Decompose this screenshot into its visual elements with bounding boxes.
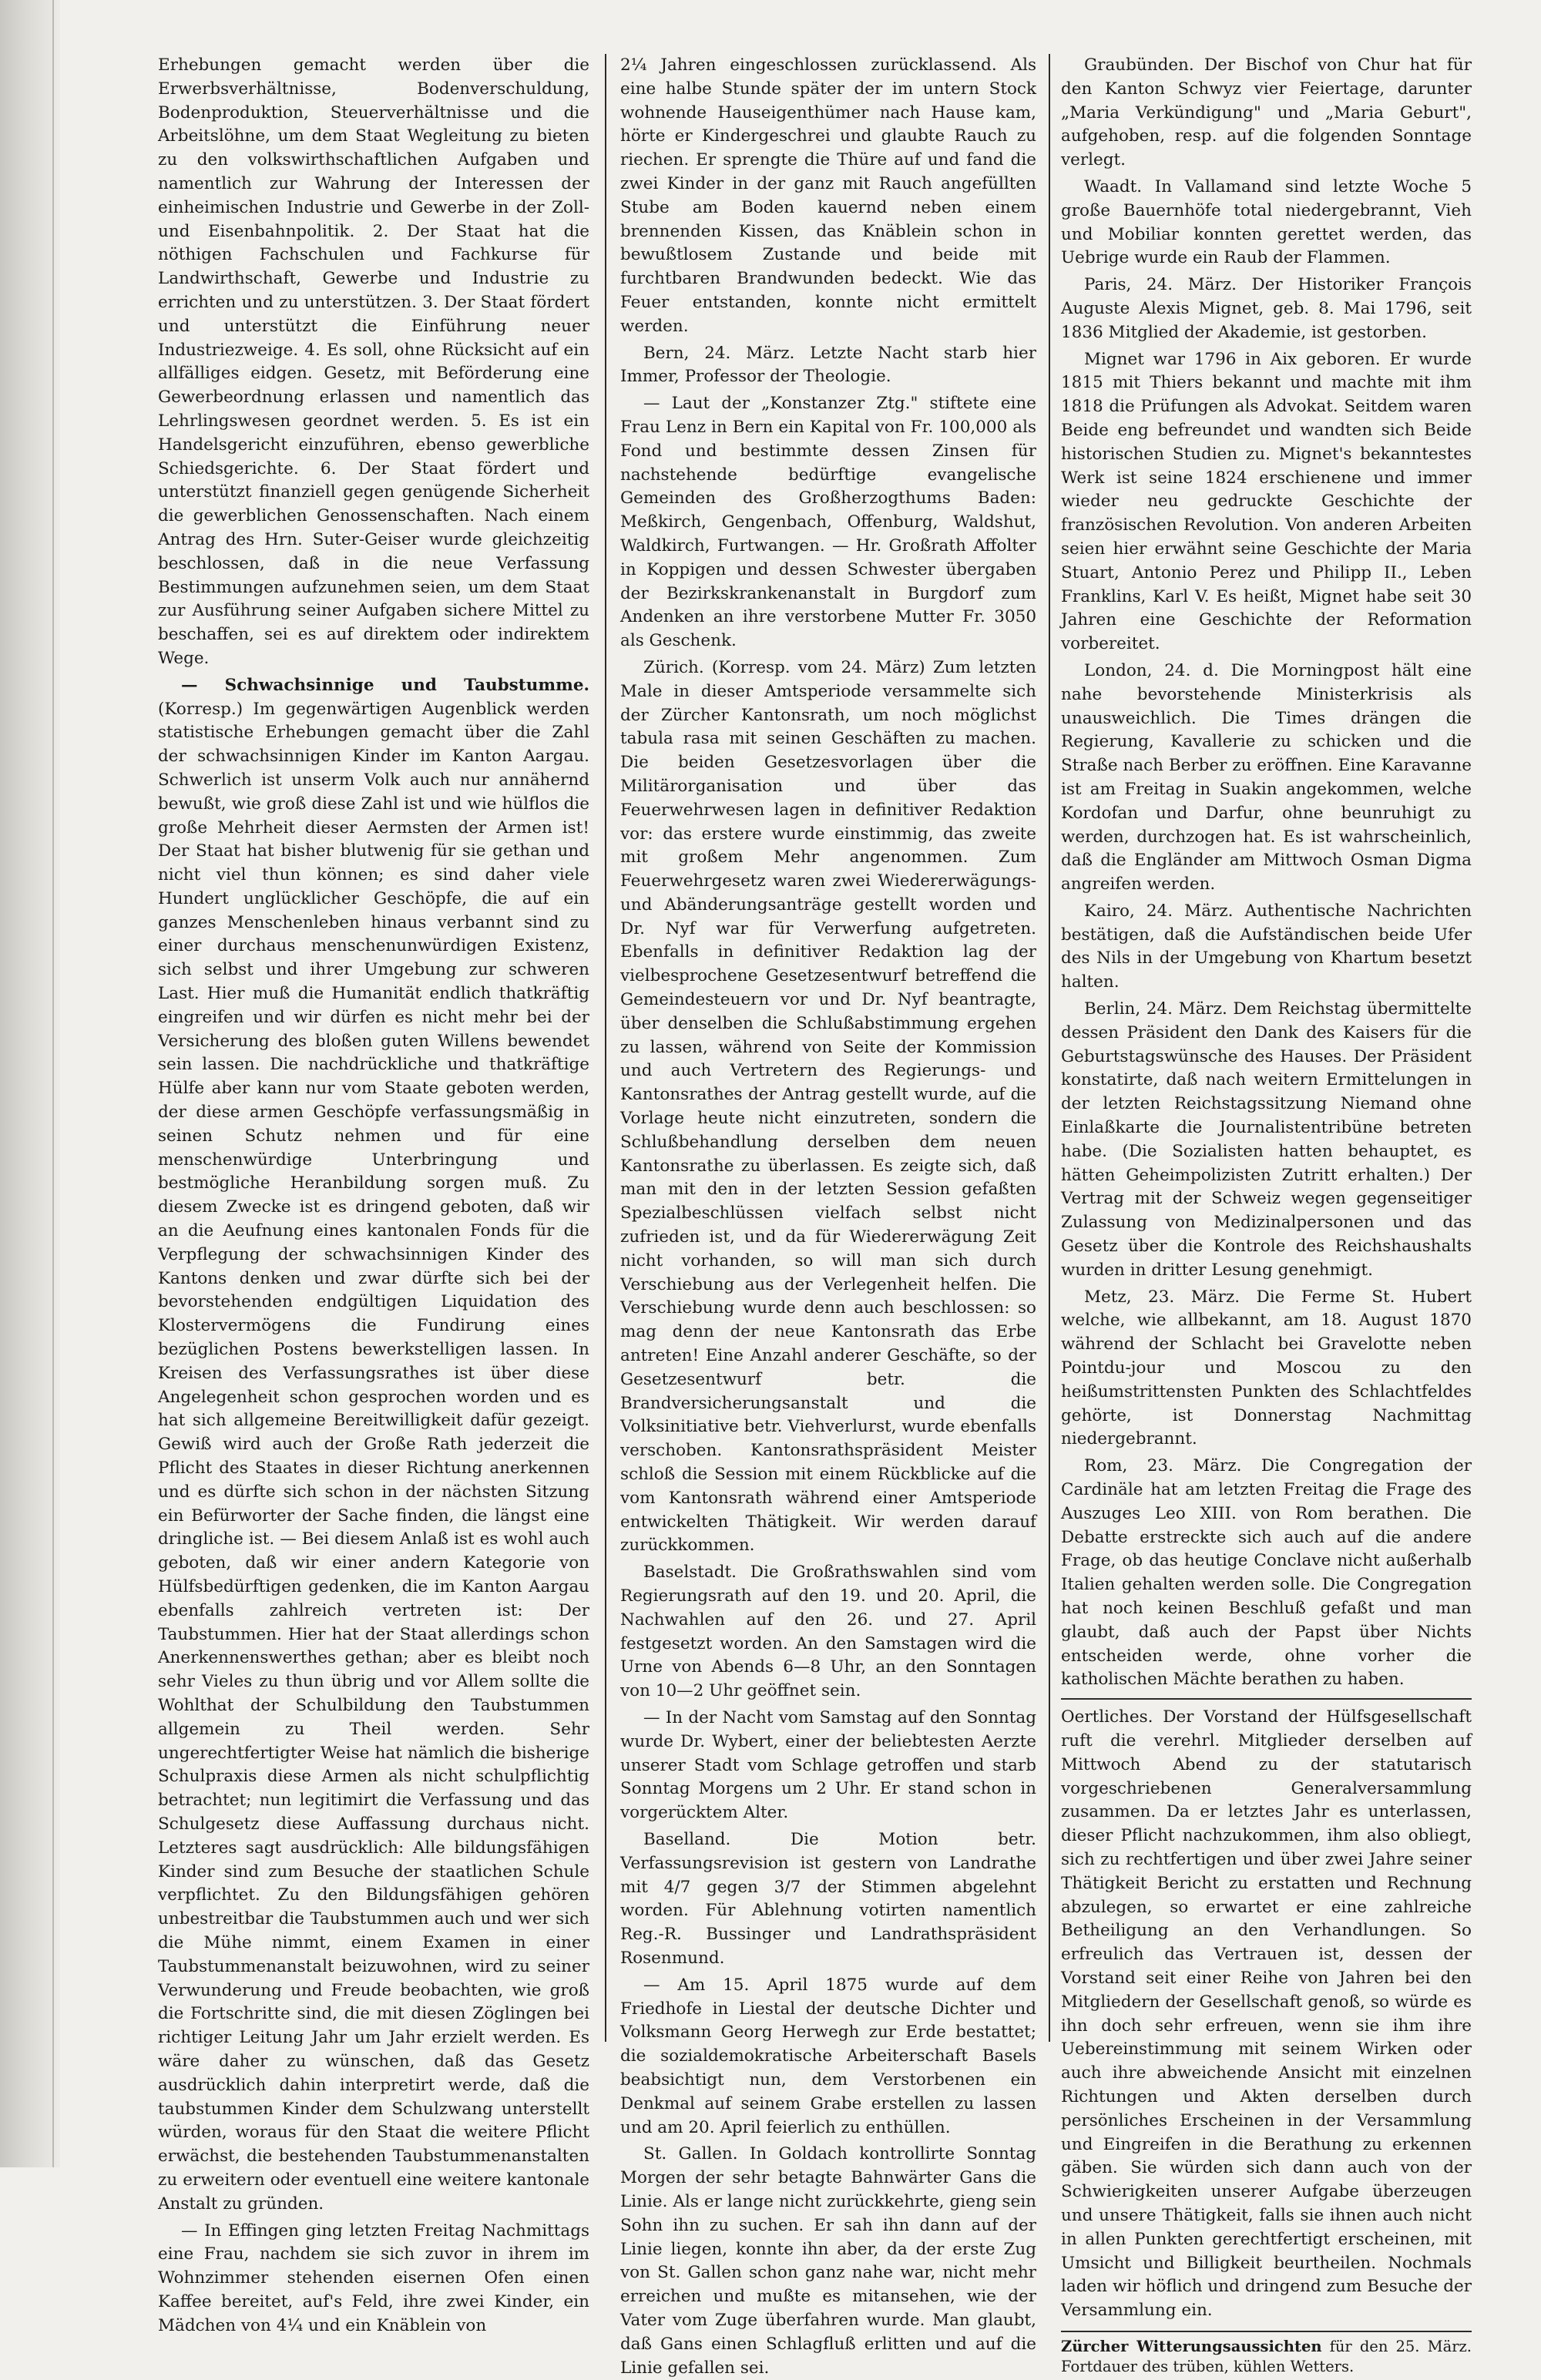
article-baselland: Baselland. Die Motion betr. Verfassungsrevision ist gestern von Landrathe mit 4/7 gegen 3/7 der Stimmen abgelehnt worden. Für Ablehnung votirten namentlich Reg.-R. Bussinger und Landrathspräsident Rosenmund. (620, 1829, 1036, 1968)
column-rule (1049, 54, 1050, 2042)
article-effingen: — In Effingen ging letzten Freitag Nachmittags eine Frau, nachdem sie sich zuvor in ihrem im Wohnzimmer stehenden eisernen Ofen einen Kaffee bereitet, auf's Feld, ihre zwei Kinder, ein Mädchen von 4¼ und ein Knäblein von (158, 2221, 589, 2335)
article-oertliches: Oertliches. Der Vorstand der Hülfsgesellschaft ruft die verehrl. Mitglieder derselben auf Mittwoch Abend zu der statutarisch vorgeschriebenen Generalversammlung zusammen. Da er letztes Jahr es unterlassen, dieser Pflicht nachzukommen, ihm also obliegt, sich zu rechtfertigen und über zwei Jahre seiner Thätigkeit Bericht zu erstatten und Rechnung abzulegen, so erwartet er eine zahlreiche Betheiligung an den Verhandlungen. So erfreulich das Vertrauen ist, dessen der Vorstand seit einer Reihe von Jahren bei den Mitgliedern der Gesellschaft genoß, so würde es ihn doch sehr erfreuen, wenn sie ihm ihre Uebereinstimmung mit seinem Wirken oder auch ihre abweichende Ansicht mit einzelnen Richtungen und Akten derselben durch persönliches Erscheinen in der Versammlung und Eingreifen in die Berathung zu erkennen gäben. Sie würden sich dann auch von der Schwierigkeiten unserer Aufgabe überzeugen und unsere Thätigkeit, falls sie ihnen auch nicht in allen Punkten gerechtfertigt erscheinen, mit Umsicht und Billigkeit beurtheilen. Nochmals laden wir höflich und dringend zum Besuche der Versammlung ein. (1061, 1707, 1472, 2321)
column-rule (605, 54, 606, 2042)
article-metz: Metz, 23. März. Die Ferme St. Hubert welche, wie allbekannt, am 18. August 1870 während der Schlacht bei Gravelotte neben Pointdu-jour und Moscou zu den heißumstrittensten Punkten des Schlachtfeldes gehörte, ist Donnerstag Nachmittag niedergebrannt. (1061, 1287, 1472, 1449)
column-2 (620, 54, 1036, 2378)
article-liestal: — Am 15. April 1875 wurde auf dem Friedhofe in Liestal der deutsche Dichter und Volksmann Georg Herwegh zur Erde bestattet; die sozialdemokratische Arbeiterschaft Basels beabsichtigt nun, dem Verstorbenen ein Denkmal auf seinem Grabe erstellen zu lassen und am 20. April feierlich zu enthüllen. (620, 1975, 1036, 2137)
weather-text: für den 25. März. Fortdauer des trüben, kühlen Wetters. (1061, 2337, 1472, 2375)
article-rom: Rom, 23. März. Die Congregation der Cardinäle hat am letzten Freitag die Frage des Auszuges Leo XIII. von Rom berathen. Die Debatte erstreckte sich auch auf die andere Frage, ob das heutige Conclave nicht außerhalb Italien gehalten werden solle. Die Congregation hat noch keinen Beschluß gefaßt und man glaubt, daß auch der Papst über Nichts entscheiden werde, ohne vorher die katholischen Mächte berathen zu haben. (1061, 1456, 1472, 1690)
article-paris: Paris, 24. März. Der Historiker François Auguste Alexis Mignet, geb. 8. Mai 1796, seit 1836 Mitglied der Akademie, ist gestorben. (1061, 275, 1472, 342)
weather-heading: Zürcher Witterungsaussichten (1061, 2337, 1322, 2355)
weather-forecast (1061, 2331, 1472, 2377)
page-gutter (0, 0, 60, 2167)
newspaper-page (158, 54, 1472, 2378)
article-graubuenden: Graubünden. Der Bischof von Chur hat für den Kanton Schwyz vier Feiertage, darunter „Maria Verkündigung" und „Maria Geburt", aufgehoben, resp. auf die folgenden Sonntage verlegt. (1061, 55, 1472, 170)
article-economic-policy: Erhebungen gemacht werden über die Erwerbsverhältnisse, Bodenverschuldung, Bodenproduktion, Steuerverhältnisse und die Arbeitslöhne, um dem Staat Wegleitung zu bieten zu den volkswirthschaftlichen Aufgaben und namentlich zur Wahrung der Interessen der einheimischen Industrie und Gewerbe in der Zoll- und Eisenbahnpolitik. 2. Der Staat hat die nöthigen Fachschulen und Fachkurse für Landwirthschaft, Gewerbe und Industrie zu errichten und zu unterstützen. 3. Der Staat fördert und unterstützt die Einführung neuer Industriezweige. 4. Es soll, ohne Rücksicht auf ein allfälliges eidgen. Gesetz, mit Beförderung eine Gewerbeordnung erlassen und namentlich das Lehrlingswesen geordnet werden. 5. Es ist ein Handelsgericht einzuführen, ebenso gewerbliche Schiedsgerichte. 6. Der Staat fördert und unterstützt finanziell gegen genügende Sicherheit die gewerblichen Genossenschaften. Nach einem Antrag des Hrn. Suter-Geiser wurde gleichzeitig beschlossen, daß in die neue Verfassung Bestimmungen aufzunehmen seien, um dem Staat zur Ausführung seiner Aufgaben sichere Mittel zu beschaffen, sei es auf direktem oder indirektem Wege. (158, 55, 589, 668)
column-1 (158, 54, 589, 2335)
article-zuerich: Zürich. (Korresp. vom 24. März) Zum letzten Male in dieser Amtsperiode versammelte sich der Zürcher Kantonsrath, um noch möglichst tabula rasa mit seinen Geschäften zu machen. Die beiden Gesetzesvorlagen über die Militärorganisation und über das Feuerwehrwesen lagen in definitiver Redaktion vor: das erstere wurde einstimmig, das zweite mit großem Mehr angenommen. Zum Feuerwehrgesetz waren zwei Wiedererwägungs- und Abänderungsanträge gestellt worden und Dr. Nyf war für Verwerfung aufgetreten. Ebenfalls in definitiver Redaktion lag der vielbesprochene Gesetzesentwurf betreffend die Gemeindesteuern vor und Dr. Nyf beantragte, über denselben die Schlußabstimmung ergehen zu lassen, während von Seite der Kommission und auch Vertretern des Regierungs- und Kantonsrathes der Antrag gestellt wurde, auf die Vorlage heute nicht einzutreten, sondern die Schlußbehandlung derselben dem neuen Kantonsrathe zu überlassen. Es zeigte sich, daß man mit den in der letzten Session gefaßten Spezialbeschlüssen vielfach selbst nicht zufrieden ist, und da für Wiedererwägung Zeit nicht vorhanden, so will man sich durch Verschiebung aus der Verlegenheit helfen. Die Verschiebung wurde denn auch beschlossen: so mag denn der neue Kantonsrath das Erbe antreten! Eine Anzahl anderer Geschäfte, so der Gesetzesentwurf betr. die Brandversicherungsanstalt und die Volksinitiative betr. Viehverlurst, wurde ebenfalls verschoben. Kantonsrathspräsident Meister schloß die Session mit einem Rückblicke auf die vom Kantonsrath während einer Amtsperiode entwickelten Thätigkeit. Wir werden darauf zurückkommen. (620, 657, 1036, 1556)
article-schwachsinnige: — Schwachsinnige und Taubstumme. (Korresp.) Im gegenwärtigen Augenblick werden statistische Erhebungen gemacht über die Zahl der schwachsinnigen Kinder im Kanton Aargau. Schwerlich ist unserm Volk auch nur annähernd bewußt, wie groß diese Zahl ist und wie hülflos die große Mehrheit dieser Aermsten der Armen ist! Der Staat hat bisher blutwenig für sie gethan und nicht viel thun können; es sind daher viele Hundert unglücklicher Geschöpfe, die auf ein ganzes Menschenleben hinaus verbannt sind zu einer durchaus menschenunwürdigen Existenz, sich selbst und ihrer Umgebung zur schweren Last. Hier muß die Humanität endlich thatkräftig eingreifen und wir dürfen es nicht mehr bei der Versicherung des bloßen guten Willens bewendet sein lassen. Die nachdrückliche und thatkräftige Hülfe aber kann nur vom Staate geboten werden, der diese armen Geschöpfe verfassungsmäßig in seinen Schutz nehmen und für eine menschenwürdige Unterbringung und bestmögliche Heranbildung sorgen muß. Zu diesem Zwecke ist es dringend geboten, daß wir an die Aeufnung eines kantonalen Fonds für die Verpflegung der schwachsinnigen Kinder des Kantons denken und zwar dürfte sich bei der bevorstehenden endgültigen Liquidation des Klostervermögens die Fundirung eines bezüglichen Postens bewerkstelligen lassen. In Kreisen des Verfassungsrathes ist über diese Angelegenheit schon gesprochen worden und es hat sich allgemeine Bereitwilligkeit dafür gezeigt. Gewiß wird auch der Große Rath jederzeit die Pflicht des Staates in dieser Richtung anerkennen und es dürfte sich schon in der nächsten Sitzung ein Befürworter der Sache finden, die längst eine dringliche ist. — Bei diesem Anlaß ist es wohl auch geboten, daß wir einer andern Kategorie von Hülfsbedürftigen gedenken, die im Kanton Aargau ebenfalls zahlreich vertreten ist: Der Taubstummen. Hier hat der Staat allerdings schon Anerkennenswerthes gethan; aber es bleibt noch sehr Vieles zu thun übrig und vor Allem sollte die Wohlthat der Schulbildung den Taubstummen allgemein zu Theil werden. Sehr ungerechtfertigter Weise hat nämlich die bisherige Schulpraxis diese Armen als nicht schulpflichtig betrachtet; nun legitimirt die Verfassung und das Schulgesetz diese Auffassung durchaus nicht. Letzteres sagt ausdrücklich: Alle bildungsfähigen Kinder sind zum Besuche der staatlichen Schule verpflichtet. Zu den Bildungsfähigen gehören unbestreitbar die Taubstummen auch und wer sich die Mühe nimmt, einem Examen in einer Taubstummenanstalt beizuwohnen, wird zu seiner Verwunderung und Freude beobachten, wie groß die Fortschritte sind, die mit diesen Zöglingen bei richtiger Leitung Jahr um Jahr erzielt werden. Es wäre daher zu wünschen, daß das Gesetz ausdrücklich dahin interpretirt werde, daß die taubstummen Kinder dem Schulzwang unterstellt würden, woraus für den Staat die weitere Pflicht erwächst, die bestehenden Taubstummenanstalten zu erweitern oder eventuell eine weitere kantonale Anstalt zu gründen. (158, 675, 589, 2214)
article-basel-wybert: — In der Nacht vom Samstag auf den Sonntag wurde Dr. Wybert, einer der beliebtesten Aerzte unserer Stadt vom Schlage getroffen und starb Sonntag Morgens um 2 Uhr. Er stand schon in vorgerücktem Alter. (620, 1707, 1036, 1823)
article-st-gallen: St. Gallen. In Goldach kontrollirte Sonntag Morgen der sehr betagte Bahnwärter Gans die Linie. Als er lange nicht zurückkehrte, gieng sein Sohn ihn zu suchen. Er sah ihn dann auf der Linie liegen, konnte ihn aber, da der erste Zug von St. Gallen schon ganz nahe war, nicht mehr erreichen und mußte es mitansehen, wie der Vater vom Zuge überfahren wurde. Man glaubt, daß Gans einen Schlagfluß erlitten und auf die Linie gefallen sei. (620, 2144, 1036, 2378)
column-3 (1061, 54, 1472, 2375)
article-bern-lenz: — Laut der „Konstanzer Ztg." stiftete eine Frau Lenz in Bern ein Kapital von Fr. 100,000 als Fond und bestimmte dessen Zinsen für nachstehende bedürftige evangelische Gemeinden des Großherzogthums Baden: Meßkirch, Gengenbach, Offenburg, Waldshut, Waldkirch, Furtwangen. — Hr. Großrath Affolter in Koppigen und dessen Schwester übergaben der Bezirkskrankenanstalt in Burgdorf zum Andenken an ihre verstorbene Mutter Fr. 3050 als Geschenk. (620, 394, 1036, 651)
article-london: London, 24. d. Die Morningpost hält eine nahe bevorstehende Ministerkrisis als unausweichlich. Die Times drängen die Regierung, Kavallerie zu schicken und die Straße nach Berber zu eröffnen. Eine Karavanne ist am Freitag in Suakin angekommen, welche Kordofan und Darfur, ohne beunruhigt zu werden, durchzogen hat. Es ist wahrscheinlich, daß die Engländer am Mittwoch Osman Digma angreifen werden. (1061, 660, 1472, 895)
article-mignet: Mignet war 1796 in Aix geboren. Er wurde 1815 mit Thiers bekannt und machte mit ihm 1818 die Prüfungen als Advokat. Seitdem waren Beide eng befreundet und wandten sich Beide historischen Studien zu. Mignet's bekanntestes Werk ist seine 1824 erschienene und immer wieder neu gedruckte Geschichte der französischen Revolution. Von anderen Arbeiten seien hier erwähnt seine Geschichte der Maria Stuart, Antonio Perez und Philipp II., Leben Franklins, Karl V. Es heißt, Mignet habe seit 30 Jahren eine Geschichte der Reformation vorbereitet. (1061, 349, 1472, 654)
article-bern: Bern, 24. März. Letzte Nacht starb hier Immer, Professor der Theologie. (620, 343, 1036, 387)
article-kairo: Kairo, 24. März. Authentische Nachrichten bestätigen, daß die Aufständischen beide Ufer des Nils in der Umgebung von Khartum besetzt halten. (1061, 901, 1472, 992)
article-baselstadt: Baselstadt. Die Großrathswahlen sind vom Regierungsrath auf den 19. und 20. April, die Nachwahlen auf den 26. und 27. April festgesetzt worden. An den Samstagen wird die Urne von Abends 6—8 Uhr, an den Sonntagen von 10—2 Uhr geöffnet sein. (620, 1563, 1036, 1701)
article-berlin: Berlin, 24. März. Dem Reichstag übermittelte dessen Präsident den Dank des Kaisers für die Geburtstagswünsche des Hauses. Der Präsident konstatirte, daß nach weitern Ermittelungen in der letzten Reichstagssitzung Niemand ohne Einlaßkarte die Journalistentribüne betreten habe. (Die Sozialisten hatten behauptet, es hätten Geheimpolizisten Zutritt erhalten.) Der Vertrag mit der Schweiz wegen gegenseitiger Zulassung von Medizinalpersonen und das Gesetz über die Kontrole des Reichshaushalts wurden in dritter Lesung genehmigt. (1061, 999, 1472, 1280)
article-waadt: Waadt. In Vallamand sind letzte Woche 5 große Bauernhöfe total niedergebrannt, Vieh und Mobiliar konnten gerettet werden, das Uebrige wurde ein Raub der Flammen. (1061, 176, 1472, 268)
section-divider (1061, 1698, 1472, 1700)
article-heading: — Schwachsinnige und Taubstumme. (181, 675, 589, 695)
article-effingen-cont: 2¼ Jahren eingeschlossen zurücklassend. Als eine halbe Stunde später der im untern Stock wohnende Hauseigenthümer nach Hause kam, hörte er Kindergeschrei und glaubte Rauch zu riechen. Er sprengte die Thüre auf und fand die zwei Kinder in der ganz mit Rauch angefüllten Stube am Boden kauernd neben einem brennenden Kissen, das Knäblein schon in bewußtlosem Zustande und beide mit furchtbaren Brandwunden bedeckt. Wie das Feuer entstanden, konnte nicht ermittelt werden. (620, 55, 1036, 336)
